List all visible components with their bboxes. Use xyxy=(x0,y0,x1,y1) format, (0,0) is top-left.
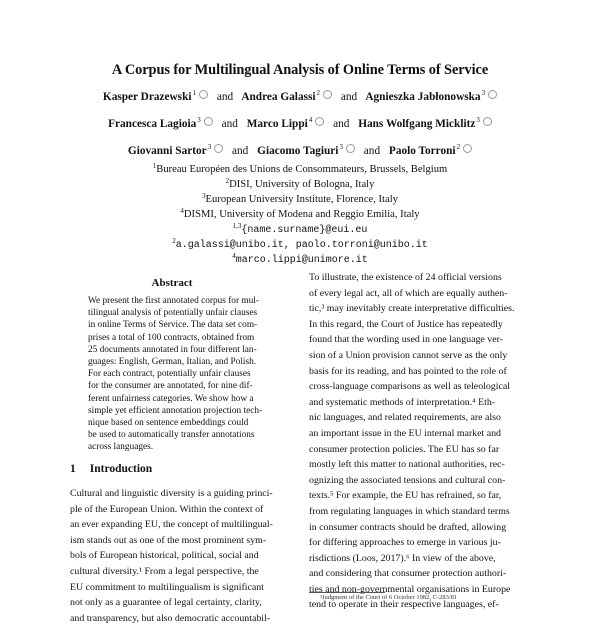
abstract-body xyxy=(88,295,276,454)
author-name: Giovanni Sartor xyxy=(127,145,207,157)
email-mark: 2 xyxy=(172,237,176,245)
author-line-2 xyxy=(0,116,600,130)
and-separator: and xyxy=(216,91,234,103)
text-line: basis for its reading, and has pointed to the role of xyxy=(309,365,507,377)
text-line: EU commitment to multilingualism is significant xyxy=(70,581,264,593)
orcid-icon[interactable] xyxy=(346,144,355,153)
paper-title: A Corpus for Multilingual Analysis of Online Terms of Service xyxy=(111,62,489,78)
abstract-line: We present the first annotated corpus for mul- xyxy=(88,296,259,306)
text-line: cultural diversity.¹ From a legal perspective, the xyxy=(70,565,259,577)
author-affil-mark: 3 xyxy=(481,89,486,97)
author-affil-mark: 2 xyxy=(456,143,461,151)
and-separator: and xyxy=(363,145,381,157)
section-heading xyxy=(70,463,152,475)
email-text[interactable]: a.galassi@unibo.it, paolo.torroni@unibo.it xyxy=(175,240,428,251)
text-line: and transparency, but also democratic accountabil- xyxy=(70,612,271,624)
email-text[interactable]: marco.lippi@unimore.it xyxy=(235,255,368,266)
author-name: Francesca Lagioia xyxy=(108,118,197,130)
author-affil-mark: 3 xyxy=(197,116,201,124)
text-line: ism stands out as one of the most prominent sym- xyxy=(70,534,267,546)
abstract-line: nique based on sentence embeddings could xyxy=(88,418,249,429)
and-separator: and xyxy=(333,118,350,130)
author-name: Kasper Drazewski xyxy=(102,91,192,103)
orcid-icon[interactable] xyxy=(488,90,497,99)
text-line: from regulating languages in which standard terms xyxy=(309,505,510,517)
text-line: nic languages, and related requirements, are also xyxy=(309,412,501,424)
footnote-rule xyxy=(309,592,385,593)
text-line: ple of the European Union. Within the context of xyxy=(70,503,264,515)
author-name: Marco Lippi xyxy=(246,118,308,130)
author-affil-mark: 1 xyxy=(192,89,196,97)
author-affil-mark: 2 xyxy=(316,89,321,97)
text-line: tend to operate in their respective languages, ef- xyxy=(309,599,499,611)
abstract-line: ferent unfairness categories. We show how a xyxy=(88,393,254,404)
section-number: 1 xyxy=(70,463,76,475)
orcid-icon[interactable] xyxy=(204,117,213,126)
author-line-3 xyxy=(0,143,600,157)
orcid-icon[interactable] xyxy=(199,90,208,99)
orcid-icon[interactable] xyxy=(483,117,492,126)
email-text[interactable]: {name.surname}@eui.eu xyxy=(241,225,368,236)
author-name: Agnieszka Jabłonowska xyxy=(365,91,481,103)
author-affil-mark: 3 xyxy=(476,116,480,124)
abstract-line: For each contract, potentially unfair clauses xyxy=(88,369,251,380)
abstract-line: be used to automatically transfer annotations xyxy=(88,430,255,441)
text-line: an important issue in the EU internal market and xyxy=(309,427,501,439)
abstract-line: across languages. xyxy=(88,442,154,453)
text-line: risdictions (Loos, 2017).⁶ In view of the above, xyxy=(309,552,496,564)
affil-text: European University Institute, Florence, Italy xyxy=(205,194,398,205)
text-line: sion of a Union provision cannot serve as the only xyxy=(309,349,508,361)
section-title: Introduction xyxy=(89,463,153,475)
text-line: To illustrate, the existence of 24 official versions xyxy=(309,272,502,283)
author-name: Paolo Torroni xyxy=(388,145,456,157)
text-line: in consumer contracts should be drafted, allowing xyxy=(309,521,507,533)
orcid-icon[interactable] xyxy=(315,117,324,126)
affil-mark: 3 xyxy=(202,192,206,200)
text-line: not only as a guarantee of legal certainty, clarity, xyxy=(70,597,262,609)
author-affil-mark: 4 xyxy=(308,116,313,124)
author-affil-mark: 3 xyxy=(339,143,343,151)
email-mark: 1,3 xyxy=(232,222,242,230)
text-line: Cultural and linguistic diversity is a guiding princi- xyxy=(70,488,273,499)
author-affil-mark: 3 xyxy=(207,143,212,151)
abstract-line: guages: English, German, Italian, and Polish. xyxy=(88,357,257,368)
text-line: In this regard, the Court of Justice has repeatedly xyxy=(309,318,503,330)
text-line: texts.⁵ For example, the EU has refrained, so far, xyxy=(309,490,502,502)
text-line: ognizing the associated tensions and cultural con- xyxy=(309,474,506,486)
email-mark: 4 xyxy=(232,252,236,260)
affil-text: DISMI, University of Modena and Reggio Emilia, Italy xyxy=(183,209,420,220)
orcid-icon[interactable] xyxy=(463,144,472,153)
and-separator: and xyxy=(340,91,358,103)
affil-text: Bureau Européen des Unions de Consommateurs, Brussels, Belgium xyxy=(156,164,448,175)
text-line: of every legal act, all of which are equally authen- xyxy=(309,287,508,299)
text-line: and considering that consumer protection authori- xyxy=(309,568,507,580)
abstract-line: prises a total of 100 contracts, obtained from xyxy=(88,332,255,343)
author-name: Andrea Galassi xyxy=(241,91,316,103)
email-line-3 xyxy=(0,249,600,268)
text-line: tic,³ may inevitably create interpretative difficulties. xyxy=(309,303,515,315)
text-line: cross-language comparisons as well as teleological xyxy=(309,381,511,393)
abstract-heading: Abstract xyxy=(151,277,193,289)
text-line: and systematic methods of interpretation.⁴ Eth- xyxy=(309,396,496,408)
affil-mark: 2 xyxy=(225,177,230,185)
text-line: mostly left this matter to national authorities, rec- xyxy=(309,459,505,471)
affil-mark: 4 xyxy=(180,207,184,215)
intro-left-column xyxy=(70,486,290,626)
affil-text: DISI, University of Bologna, Italy xyxy=(229,179,375,190)
and-separator: and xyxy=(232,145,249,157)
abstract-line: in online Terms of Service. The data set com- xyxy=(88,320,258,331)
abstract-line: tilingual analysis of potentially unfair clauses xyxy=(88,308,258,319)
affil-mark: 1 xyxy=(152,162,157,170)
text-line: for differing approaches to emerge in various ju- xyxy=(309,537,501,549)
author-line-1 xyxy=(0,89,600,103)
orcid-icon[interactable] xyxy=(214,144,223,153)
author-name: Hans Wolfgang Micklitz xyxy=(358,118,476,130)
text-line: an ever expanding EU, the concept of multilingual- xyxy=(70,519,273,531)
intro-right-column xyxy=(309,270,531,613)
and-separator: and xyxy=(221,118,238,130)
text-line: found that the wording used in one language ver- xyxy=(309,334,503,346)
text-line: consumer protection policies. The EU has so far xyxy=(309,443,500,455)
text-line: bols of European historical, political, social and xyxy=(70,550,259,562)
abstract-line: simple yet efficient annotation projection tech- xyxy=(88,405,263,416)
footnote-text: ³Judgment of the Court of 6 October 1982, C-283/81 xyxy=(320,594,458,601)
orcid-icon[interactable] xyxy=(323,90,332,99)
author-name: Giacomo Tagiuri xyxy=(257,145,339,157)
text-line: ties and non-governmental organisations in Europe xyxy=(309,583,511,595)
abstract-line: for the consumer are annotated, for nine dif- xyxy=(88,381,253,392)
abstract-line: 25 documents annotated in four different lan- xyxy=(88,344,257,355)
